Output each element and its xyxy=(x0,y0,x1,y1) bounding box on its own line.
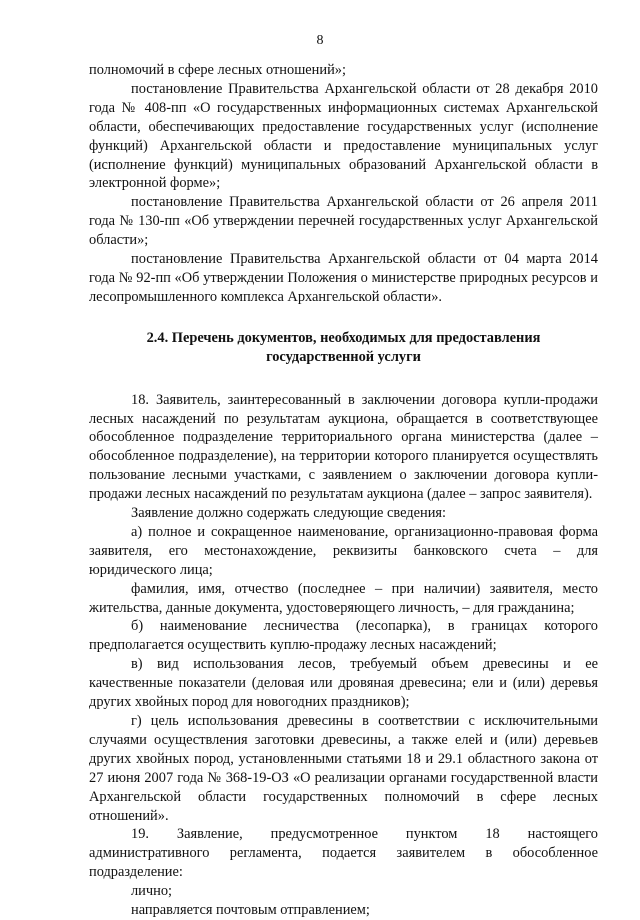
paragraph-item-18: 18. Заявитель, заинтересованный в заключении договора купли-продажи лесных насаждений по результатам аукциона, обращается в соответствующее обособленное подразделение территориального органа министерства (далее – обособленное подразделение), на территории которого планируется осуществлять пользование лесными участками, с заявлением о заключении договора купли-продажи лесных насаждений по результатам аукциона (далее – запрос заявителя). xyxy=(89,391,598,503)
paragraph-citizen-details: фамилия, имя, отчество (последнее – при наличии) заявителя, место жительства, данные документа, удостоверяющего личность, – для гражданина; xyxy=(89,580,598,616)
paragraph-resolution-92: постановление Правительства Архангельской области от 04 марта 2014 года № 92-пп «Об утверждении Положения о министерстве природных ресурсов и лесопромышленного комплекса Архангельской области». xyxy=(89,251,598,305)
paragraph-application-contents: Заявление должно содержать следующие сведения: xyxy=(131,505,447,522)
paragraph-subitem-a: а) полное и сокращенное наименование, организационно-правовая форма заявителя, его местонахождение, реквизиты банковского счета – для юридического лица; xyxy=(89,523,598,578)
paragraph-subitem-g: г) цель использования древесины в соответствии с исключительными случаями осуществления заготовки древесины, а также елей и (или) деревьев других хвойных пород, установленными статьями 18 и 29.1 областного закона от 27 июня 2007 года № 368-19-ОЗ «О реализации органами государственной власти Архангельской области государственных полномочий в сфере лесных отношений». xyxy=(89,713,598,824)
paragraph-continuation: полномочий в сфере лесных отношений»; xyxy=(89,62,346,78)
section-heading: 2.4. Перечень документов, необходимых для предоставления государственной услуги xyxy=(146,329,541,365)
paragraph-subitem-b: б) наименование лесничества (лесопарка), в границах которого предполагается осуществить куплю-продажу лесных насаждений; xyxy=(89,618,598,654)
page-number: 8 xyxy=(316,33,324,48)
paragraph-by-mail: направляется почтовым отправлением; xyxy=(131,902,370,919)
paragraph-item-19: 19. Заявление, предусмотренное пунктом 18 настоящего административного регламента, подается заявителем в обособленное подразделение: xyxy=(89,826,598,881)
paragraph-resolution-130: постановление Правительства Архангельской области от 26 апреля 2011 года № 130-пп «Об утверждении перечней государственных услуг Архангельской области»; xyxy=(89,194,598,249)
document-text xyxy=(89,61,598,920)
paragraph-subitem-v: в) вид использования лесов, требуемый объем древесины и ее качественные показатели (деловая или дровяная древесина; ели и (или) деревья других хвойных пород для новогодних праздников); xyxy=(89,656,598,711)
paragraph-resolution-408: постановление Правительства Архангельской области от 28 декабря 2010 года № 408-пп «О государственных информационных системах Архангельской области, обеспечивающих предоставление государственных услуг (исполнение функций) Архангельской области и предоставление муниципальных услуг (исполнение функций) муниципальных образований Архангельской области в электронной форме»; xyxy=(89,80,598,192)
paragraph-in-person: лично; xyxy=(131,883,173,900)
